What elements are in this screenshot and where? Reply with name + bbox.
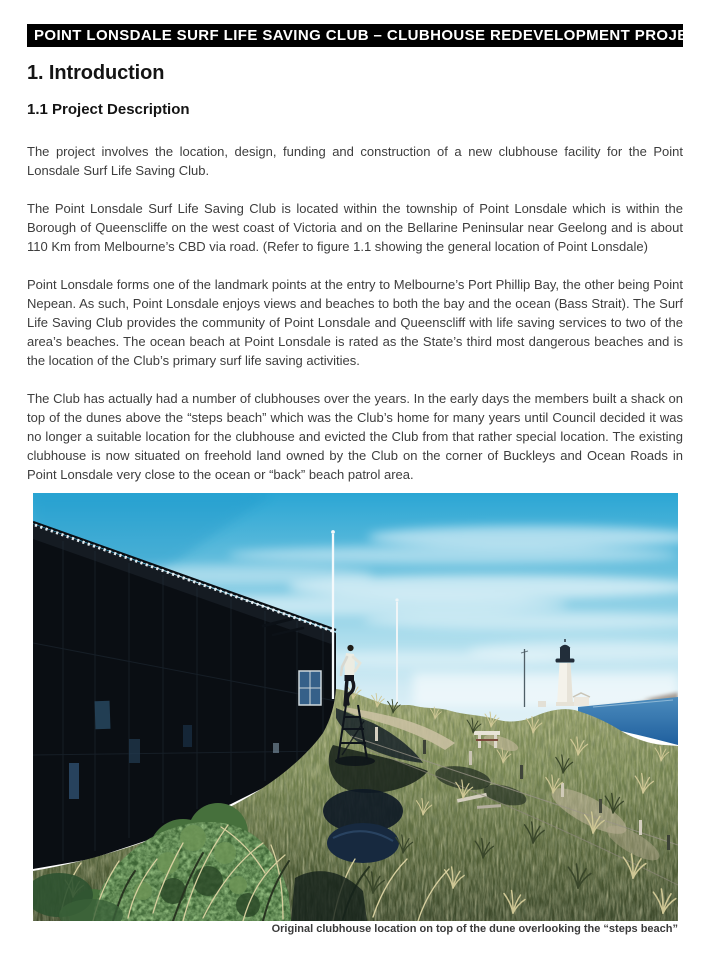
photo-caption: Original clubhouse location on top of the dune overlooking the “steps beach” xyxy=(271,923,678,935)
clubhouse-photo-figure xyxy=(33,493,678,936)
clubhouse-photo xyxy=(33,493,678,921)
paragraph-club-history: The Club has actually had a number of clubhouses over the years. In the early days the members built a shack on top of the dunes above the “steps beach” which was the Club’s home for many years until Council decided it was no longer a suitable location for the clubhouse and evicted the Club from that rather special location. The existing clubhouse is now situated on freehold land owned by the Club on the corner of Buckleys and Ocean Roads in Point Lonsdale very close to the ocean or “back” beach patrol area. xyxy=(27,391,683,482)
paragraph-landmark: Point Lonsdale forms one of the landmark points at the entry to Melbourne’s Port Phillip Bay, the other being Point Nepean. As such, Point Lonsdale enjoys views and beaches to both the bay and the ocean (Bass Strait). The Surf Life Saving Club provides the community of Point Lonsdale and Queenscliff with life saving services to two of the area’s beaches. The ocean beach at Point Lonsdale is rated as the State’s third most dangerous beaches and is the location of the Club’s primary surf life saving activities. xyxy=(27,277,683,368)
section-heading: 1. Introduction xyxy=(27,62,165,84)
paragraph-location: The Point Lonsdale Surf Life Saving Club is located within the township of Point Lonsdale which is within the Borough of Queenscliffe on the west coast of Victoria and on the Bellarine Peninsular near Geelong and is about 110 Km from Melbourne’s CBD via road. (Refer to figure 1.1 showing the general location of Point Lonsdale) xyxy=(27,201,683,254)
title-banner-text: POINT LONSDALE SURF LIFE SAVING CLUB – CLUBHOUSE REDEVELOPMENT PROJECT xyxy=(34,27,709,44)
document-content xyxy=(27,0,709,936)
subsection-heading: 1.1 Project Description xyxy=(27,101,190,118)
tarp xyxy=(327,823,399,863)
paragraph-project-description: The project involves the location, design, funding and construction of a new clubhouse facility for the Point Lonsdale Surf Life Saving Club. xyxy=(27,144,683,178)
title-banner xyxy=(27,24,709,47)
